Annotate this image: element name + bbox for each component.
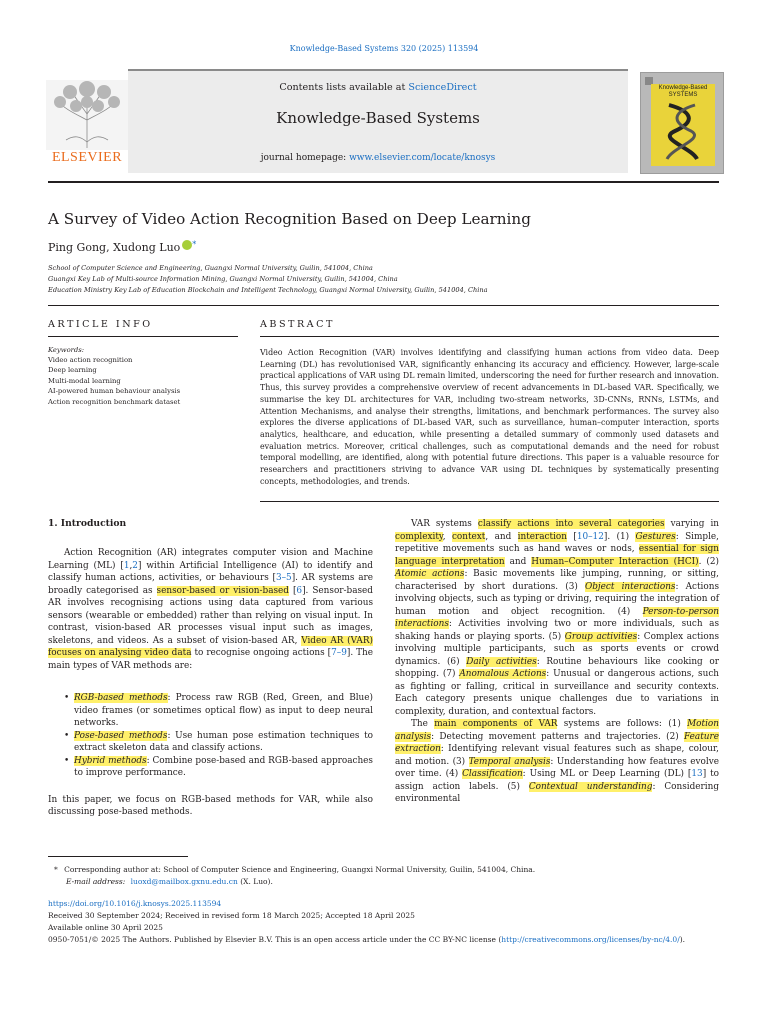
highlighted-text: Human–Computer Interaction (HCI) [531, 556, 699, 567]
highlighted-text: RGB-based methods [74, 693, 168, 703]
highlighted-text: complexity [395, 531, 443, 542]
sciencedirect-link[interactable]: ScienceDirect [408, 82, 477, 93]
highlighted-text: sensor-based or vision-based [156, 585, 289, 596]
author-line [48, 240, 196, 254]
corresponding-author-mark[interactable]: * [192, 240, 197, 249]
text-run: : Process raw RGB (Red, Green, and Blue) video frames (or sometimes optical flow) as input to deep neural networks. [74, 693, 373, 728]
keyword: Multi-modal learning [48, 377, 121, 385]
text-run: to recognise ongoing actions [ [191, 648, 332, 658]
keywords-label: Keywords: [48, 346, 85, 354]
section-divider [48, 305, 719, 306]
highlighted-text: Hybrid methods [74, 755, 147, 766]
footnote-mark: * [54, 865, 58, 874]
highlighted-text: Contextual understanding [528, 781, 653, 792]
text-run: systems are follows: (1) [557, 719, 688, 729]
highlighted-text: essential for sign language interpretation [395, 544, 719, 567]
license-statement [48, 934, 720, 946]
affiliation: Guangxi Key Lab of Multi-source Information Mining, Guangxi Normal University, Guilin, 541004, China [48, 275, 398, 283]
highlighted-text: Pose-based methods [74, 730, 168, 741]
text-run: : Actions involving objects, such as typing or driving, requiring the integration of human motion and object recognition. (4) [395, 581, 719, 617]
contents-prefix: Contents lists available at [279, 82, 409, 93]
highlighted-text: main components of VAR [434, 719, 558, 729]
abstract-divider [260, 336, 719, 337]
journal-name: Knowledge-Based Systems [276, 109, 480, 127]
highlighted-text: context [451, 531, 486, 542]
intro-paragraph: In this paper, we focus on RGB-based methods for VAR, while also discussing pose-based methods. [48, 794, 373, 817]
orcid-icon[interactable] [182, 240, 192, 250]
citation-link[interactable]: 1 [123, 560, 130, 571]
highlighted-text: Video AR (VAR) focuses on analysing video data [48, 635, 373, 658]
text-run: ]. The main types of VAR methods are: [48, 648, 373, 671]
text-run: : Considering environmental [395, 781, 719, 804]
intro-right-column [395, 518, 719, 806]
citation-link[interactable]: 2 [132, 560, 138, 571]
authors: Ping Gong, Xudong Luo [48, 241, 181, 254]
highlighted-text: interaction [517, 531, 567, 542]
text-run: VAR systems [411, 519, 478, 529]
citation-link[interactable]: 13 [691, 769, 703, 779]
journal-banner [128, 69, 628, 173]
highlighted-text: Object interactions [584, 581, 676, 592]
available-online: Available online 30 April 2025 [48, 923, 163, 932]
email-label: E-mail address: [66, 877, 126, 886]
text-run: varying in [664, 519, 720, 529]
received-dates: Received 30 September 2024; Received in revised form 18 March 2025; Accepted 18 April 2025 [48, 911, 415, 920]
text-run: , [129, 560, 133, 571]
intro-paragraph [48, 547, 373, 672]
info-divider [48, 336, 238, 337]
homepage-line [128, 153, 628, 163]
text-run: . (2) [698, 556, 720, 567]
header-divider [48, 181, 719, 183]
highlighted-text: Anomalous Actions [459, 669, 547, 679]
text-run: ]. AR systems are broadly categorised as [48, 573, 373, 596]
highlighted-text: Motion analysis [395, 719, 719, 742]
components-paragraph [395, 718, 719, 806]
text-run: : Routine behaviours like cooking or shopping. (7) [395, 656, 719, 679]
highlighted-text: Person-to-person interactions [395, 606, 719, 629]
text-run: ] to assign action labels. (5) [395, 769, 719, 792]
corresponding-text: Corresponding author at: School of Computer Science and Engineering, Guangxi Normal University, Guilin, 541004, China. [64, 865, 536, 874]
text-run: : Understanding how features evolve over time. (4) [395, 756, 719, 779]
highlighted-text: Daily activities [466, 656, 537, 667]
corresponding-footnote [54, 864, 719, 876]
article-info-heading: ARTICLE INFO [48, 319, 153, 330]
journal-reference[interactable]: Knowledge-Based Systems 320 (2025) 113594 [289, 44, 479, 53]
citation-link[interactable]: 3–5 [275, 573, 292, 583]
highlighted-text: Gestures [635, 531, 676, 542]
citation-link[interactable]: 7–9 [331, 648, 347, 658]
text-run: : Basic movements like jumping, running, or sitting, characterised by short durations. (3) [395, 569, 719, 592]
highlighted-text: Feature extraction [395, 731, 719, 754]
footnote-divider [48, 856, 188, 857]
text-run: ] within Artificial Intelligence (AI) to identify and classify human actions, activities, or behaviours [ [48, 560, 373, 583]
citation-link[interactable]: 6 [296, 585, 303, 596]
text-run: , and [485, 531, 518, 542]
homepage-link[interactable]: www.elsevier.com/locate/knosys [349, 153, 496, 163]
license-text: 0950-7051/© 2025 The Authors. Published by Elsevier B.V. This is an open access article under the CC BY-NC license ( [48, 935, 502, 944]
journal-cover-image [640, 72, 724, 174]
introduction-heading: 1. Introduction [48, 518, 127, 529]
keyword: Video action recognition [48, 356, 133, 364]
elsevier-wordmark: ELSEVIER [51, 150, 123, 165]
email-suffix: (X. Luo). [240, 877, 273, 886]
affiliation: School of Computer Science and Engineering, Guangxi Normal University, Guilin, 541004, China [48, 264, 373, 272]
text-run: : Use human pose estimation techniques to extract skeleton data and classify actions. [74, 730, 373, 753]
doi-link[interactable]: https://doi.org/10.1016/j.knosys.2025.113594 [48, 899, 222, 908]
text-run: : Simple, repetitive movements such as hand waves or nods, [395, 531, 719, 554]
citation-link[interactable]: 10–12 [576, 531, 604, 542]
text-run: : Activities involving two or more individuals, such as shaking hands or playing sports. (5) [395, 619, 719, 642]
highlighted-text: Atomic actions [395, 569, 465, 579]
text-run: [ [288, 585, 297, 596]
text-run: [ [566, 531, 577, 542]
keyword: Deep learning [48, 366, 97, 374]
cover-illustration-icon [661, 101, 705, 163]
highlighted-text: Temporal analysis [468, 756, 551, 767]
highlighted-text: classify actions into several categories [477, 519, 665, 529]
intro-left-column [48, 547, 373, 819]
homepage-prefix: journal homepage: [260, 153, 350, 163]
text-run: : Detecting movement patterns and trajectories. (2) [431, 731, 684, 742]
text-run: and [504, 556, 532, 567]
highlighted-text: Group activities [564, 631, 638, 642]
text-run: : Complex actions involving multiple participants, such as sports events or crowd dynamics. (6) [395, 631, 719, 667]
abstract-heading: ABSTRACT [260, 319, 335, 330]
license-link[interactable]: http://creativecommons.org/licenses/by-nc/4.0/ [501, 935, 680, 944]
cover-title: Knowledge-Based SYSTEMS [658, 85, 708, 98]
text-run: : Identifying relevant visual features such as shape, colour, and motion. (3) [395, 744, 719, 767]
text-run: ]. Sensor-based AR involves recognising actions using data captured from various sensors (wearable or embedded) rather than relying on visual input. In contrast, vision-based AR processes visual input such as images, skeletons, and videos. As a subset of vision-based AR, [48, 585, 373, 646]
keyword: AI-powered human behaviour analysis [48, 387, 181, 395]
categories-paragraph [395, 518, 719, 718]
affiliation: Education Ministry Key Lab of Education Blockchain and Intelligent Technology, Guangxi Normal University, Guilin, 541004, China [48, 286, 488, 294]
text-run: : Unusual or dangerous actions, such as fighting or falling, critical in surveillance and security contexts. Each category presents unique challenges due to variations in complexity, duration, and contextual factors. [395, 669, 720, 717]
article-title: A Survey of Video Action Recognition Based on Deep Learning [48, 210, 531, 228]
contents-line [128, 82, 628, 93]
method-bullet [48, 692, 373, 730]
method-bullet [48, 755, 373, 780]
text-run: , [442, 531, 452, 542]
email-link[interactable]: luoxd@mailbox.gxnu.edu.cn [130, 877, 238, 886]
text-run: Action Recognition (AR) integrates computer vision and Machine Learning (ML) [ [48, 548, 373, 571]
highlighted-text: Classification [462, 769, 523, 779]
text-run: : Using ML or Deep Learning (DL) [ [522, 769, 692, 779]
email-line [66, 876, 273, 888]
text-run: : Combine pose-based and RGB-based approaches to improve performance. [74, 755, 373, 778]
text-run: The [411, 719, 435, 729]
method-bullet [48, 730, 373, 755]
abstract-text: Video Action Recognition (VAR) involves identifying and classifying human actions from video data. Deep Learning (DL) has revolutionised VAR, significantly enhancing its accuracy and efficiency. However, large-scale practical applications of VAR using DL remain limited, underscoring the need for further research and innovation. Thus, this survey provides a comprehensive overview of recent advancements in DL-based VAR. Specifically, we summarise the key DL architectures for VAR, including two-stream networks, 3D-CNNs, RNNs, LSTMs, and Attention Mechanisms, and analyse their strengths, limitations, and benchmark performances. The survey also explores the diverse applications of DL-based VAR, such as surveillance, human–computer interaction, sports analytics, healthcare, and education, while presenting a detailed summary of commonly used datasets and evaluation metrics. Moreover, critical challenges, such as computational demands and the need for robust temporal modelling, are identified, along with potential future directions. This paper is a valuable resource for researchers and practitioners striving to advance VAR using DL techniques by systematically presenting concepts, methodologies, and trends. [260, 348, 719, 486]
abstract-bottom-divider [260, 501, 719, 502]
keyword: Action recognition benchmark dataset [48, 398, 181, 406]
license-suffix: ). [679, 935, 686, 944]
text-run: ]. (1) [603, 531, 636, 542]
